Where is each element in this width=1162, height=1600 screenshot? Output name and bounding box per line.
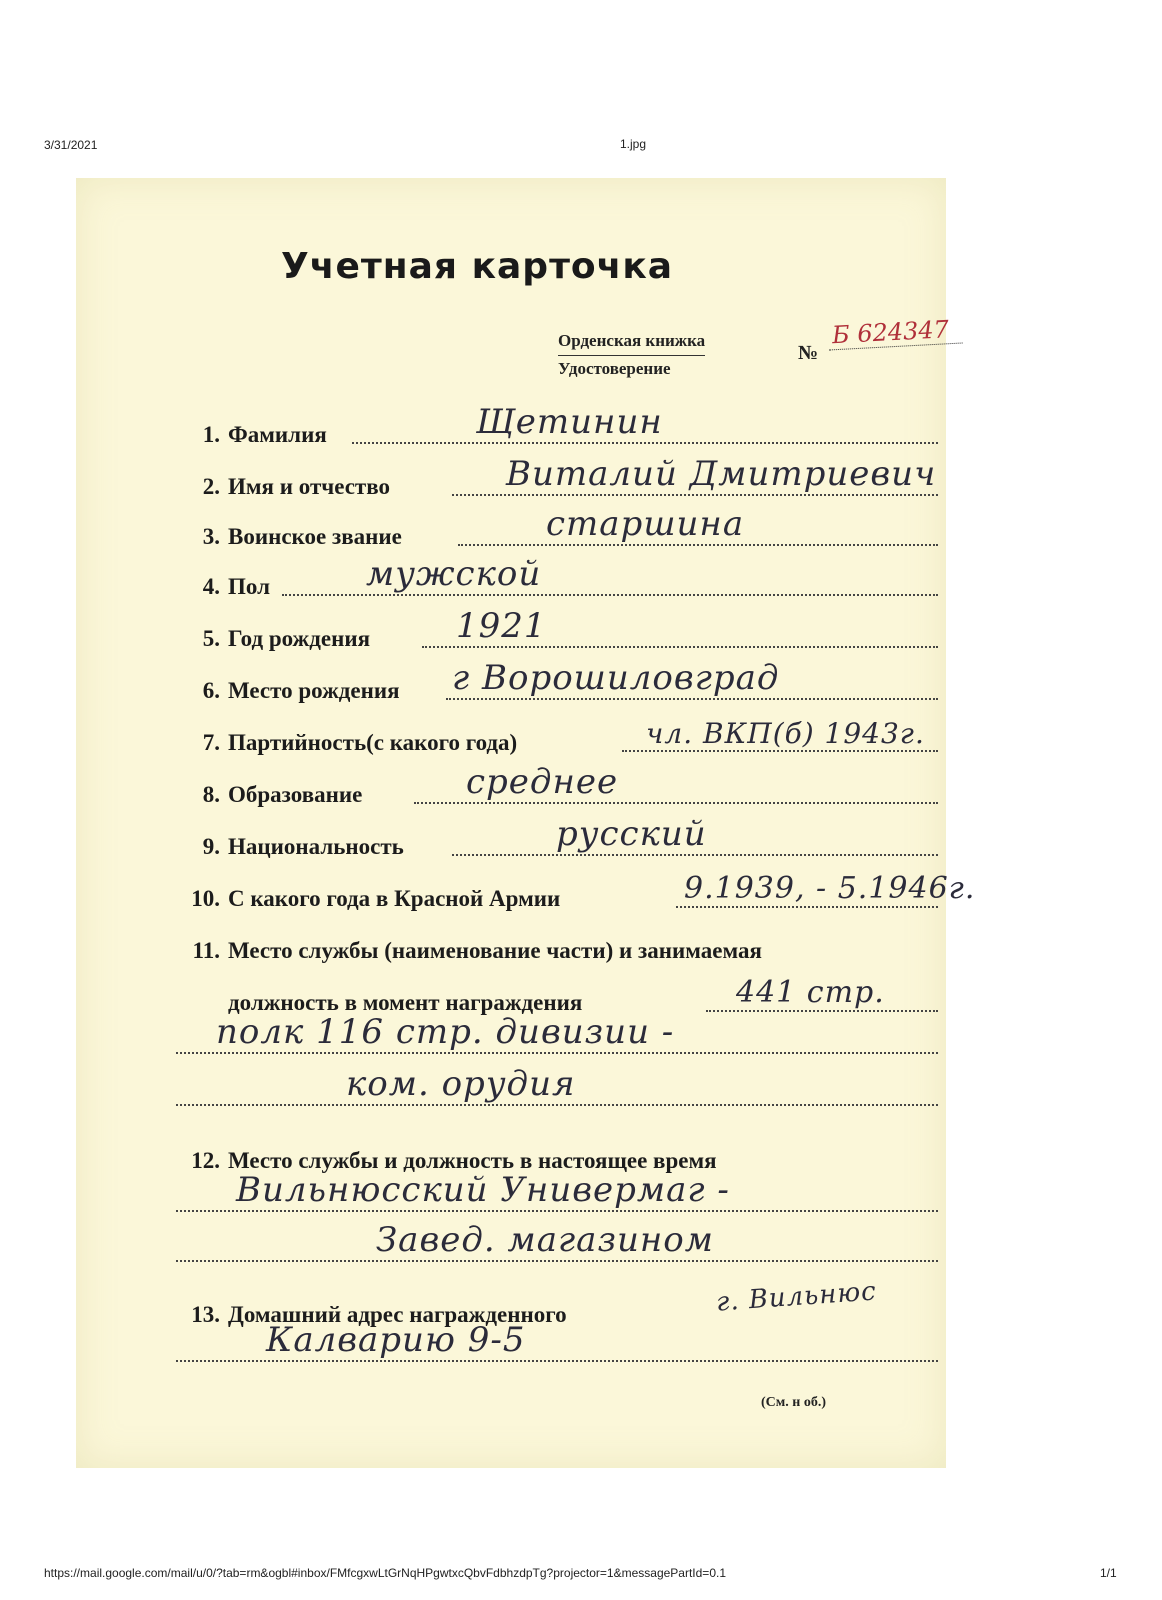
field-label: Национальность [228,834,404,859]
field-sex [176,554,938,604]
field-label: С какого года в Красной Армии [228,886,561,911]
field-label: Место службы (наименование части) и занимаемая [228,938,762,963]
field-number: 10. [191,886,220,911]
field-number: 8. [202,782,220,807]
field-label: Год рождения [228,626,371,651]
field-military-rank [176,504,938,554]
field-value: мужской [366,554,542,594]
number-label: № [798,342,819,364]
field-value-line: Калварию 9-5 [266,1320,526,1360]
registration-card [76,178,976,1468]
field-name-patronymic [176,454,938,504]
field-label: Образование [228,782,363,807]
book-type-options [558,328,705,382]
field-party [176,716,938,760]
field-label: Имя и отчество [228,474,390,499]
field-number: 11. [192,938,220,963]
field-surname [176,402,938,452]
field-value: 9.1939, - 5.1946г. [684,871,976,906]
field-value: старшина [546,504,745,544]
number-value: Б 624347 [827,315,962,351]
see-reverse-note: (См. н об.) [761,1395,827,1410]
field-number: 4. [202,574,220,599]
field-value-line: Вильнюсский Универмаг - [236,1170,730,1210]
field-current-service-line [176,1220,938,1268]
field-value-line: полк 116 стр. дивизии - [216,1012,675,1052]
book-type-certificate: Удостоверение [558,359,671,378]
field-number: 3. [202,524,220,549]
field-number: 9. [202,834,220,859]
field-label: должность в момент награждения [228,990,583,1015]
field-value: среднее [466,762,619,802]
field-number: 1. [202,422,220,447]
field-number: 2. [202,474,220,499]
field-value-line: ком. орудия [346,1064,576,1104]
field-label: Партийность(с какого года) [228,730,518,755]
field-number: 12. [191,1148,220,1173]
field-label: Место рождения [228,678,400,703]
field-value: 441 стр. [736,975,885,1010]
print-filename: 1.jpg [620,137,647,151]
field-red-army-since [176,871,976,916]
field-value: Щетинин [476,402,663,442]
field-nationality [176,814,938,864]
field-number: 7. [202,730,220,755]
field-label: Фамилия [228,422,327,447]
field-value-line: Завед. магазином [376,1220,714,1260]
field-value: 1921 [456,606,547,646]
field-number: 5. [202,626,220,651]
field-label: Пол [228,574,270,599]
card-title: Учетная карточка [281,246,674,287]
field-label: Место службы и должность в настоящее время [228,1148,717,1173]
field-birth-year [176,606,938,656]
field-number: 13. [191,1302,220,1327]
field-value: г. Вильнюс [715,1276,878,1318]
field-label: Домашний адрес награжденного [228,1302,567,1327]
print-page-number: 1/1 [1100,1566,1117,1580]
field-value: г Ворошиловград [452,658,780,698]
print-date: 3/31/2021 [44,138,98,152]
print-url: https://mail.google.com/mail/u/0/?tab=rm&ogbl#inbox/FMfcgxwLtGrNqHPgwtxcQbvFdbhzdpTg?projector=1&messagePartId=0.1 [44,1566,726,1580]
field-home-address-line [176,1320,938,1368]
book-type-order-book: Орденская книжка [558,328,705,356]
field-number: 6. [202,678,220,703]
field-value: русский [556,814,707,854]
field-value: Виталий Дмитриевич [506,454,937,494]
field-service-line [176,1012,938,1060]
field-service-line [176,1064,938,1112]
field-value: чл. ВКП(б) 1943г. [646,717,925,750]
field-birth-place [176,658,938,708]
field-label: Воинское звание [228,524,402,549]
field-education [176,762,938,812]
field-service-place-at-award [176,924,938,968]
field-current-service-line [176,1170,938,1218]
